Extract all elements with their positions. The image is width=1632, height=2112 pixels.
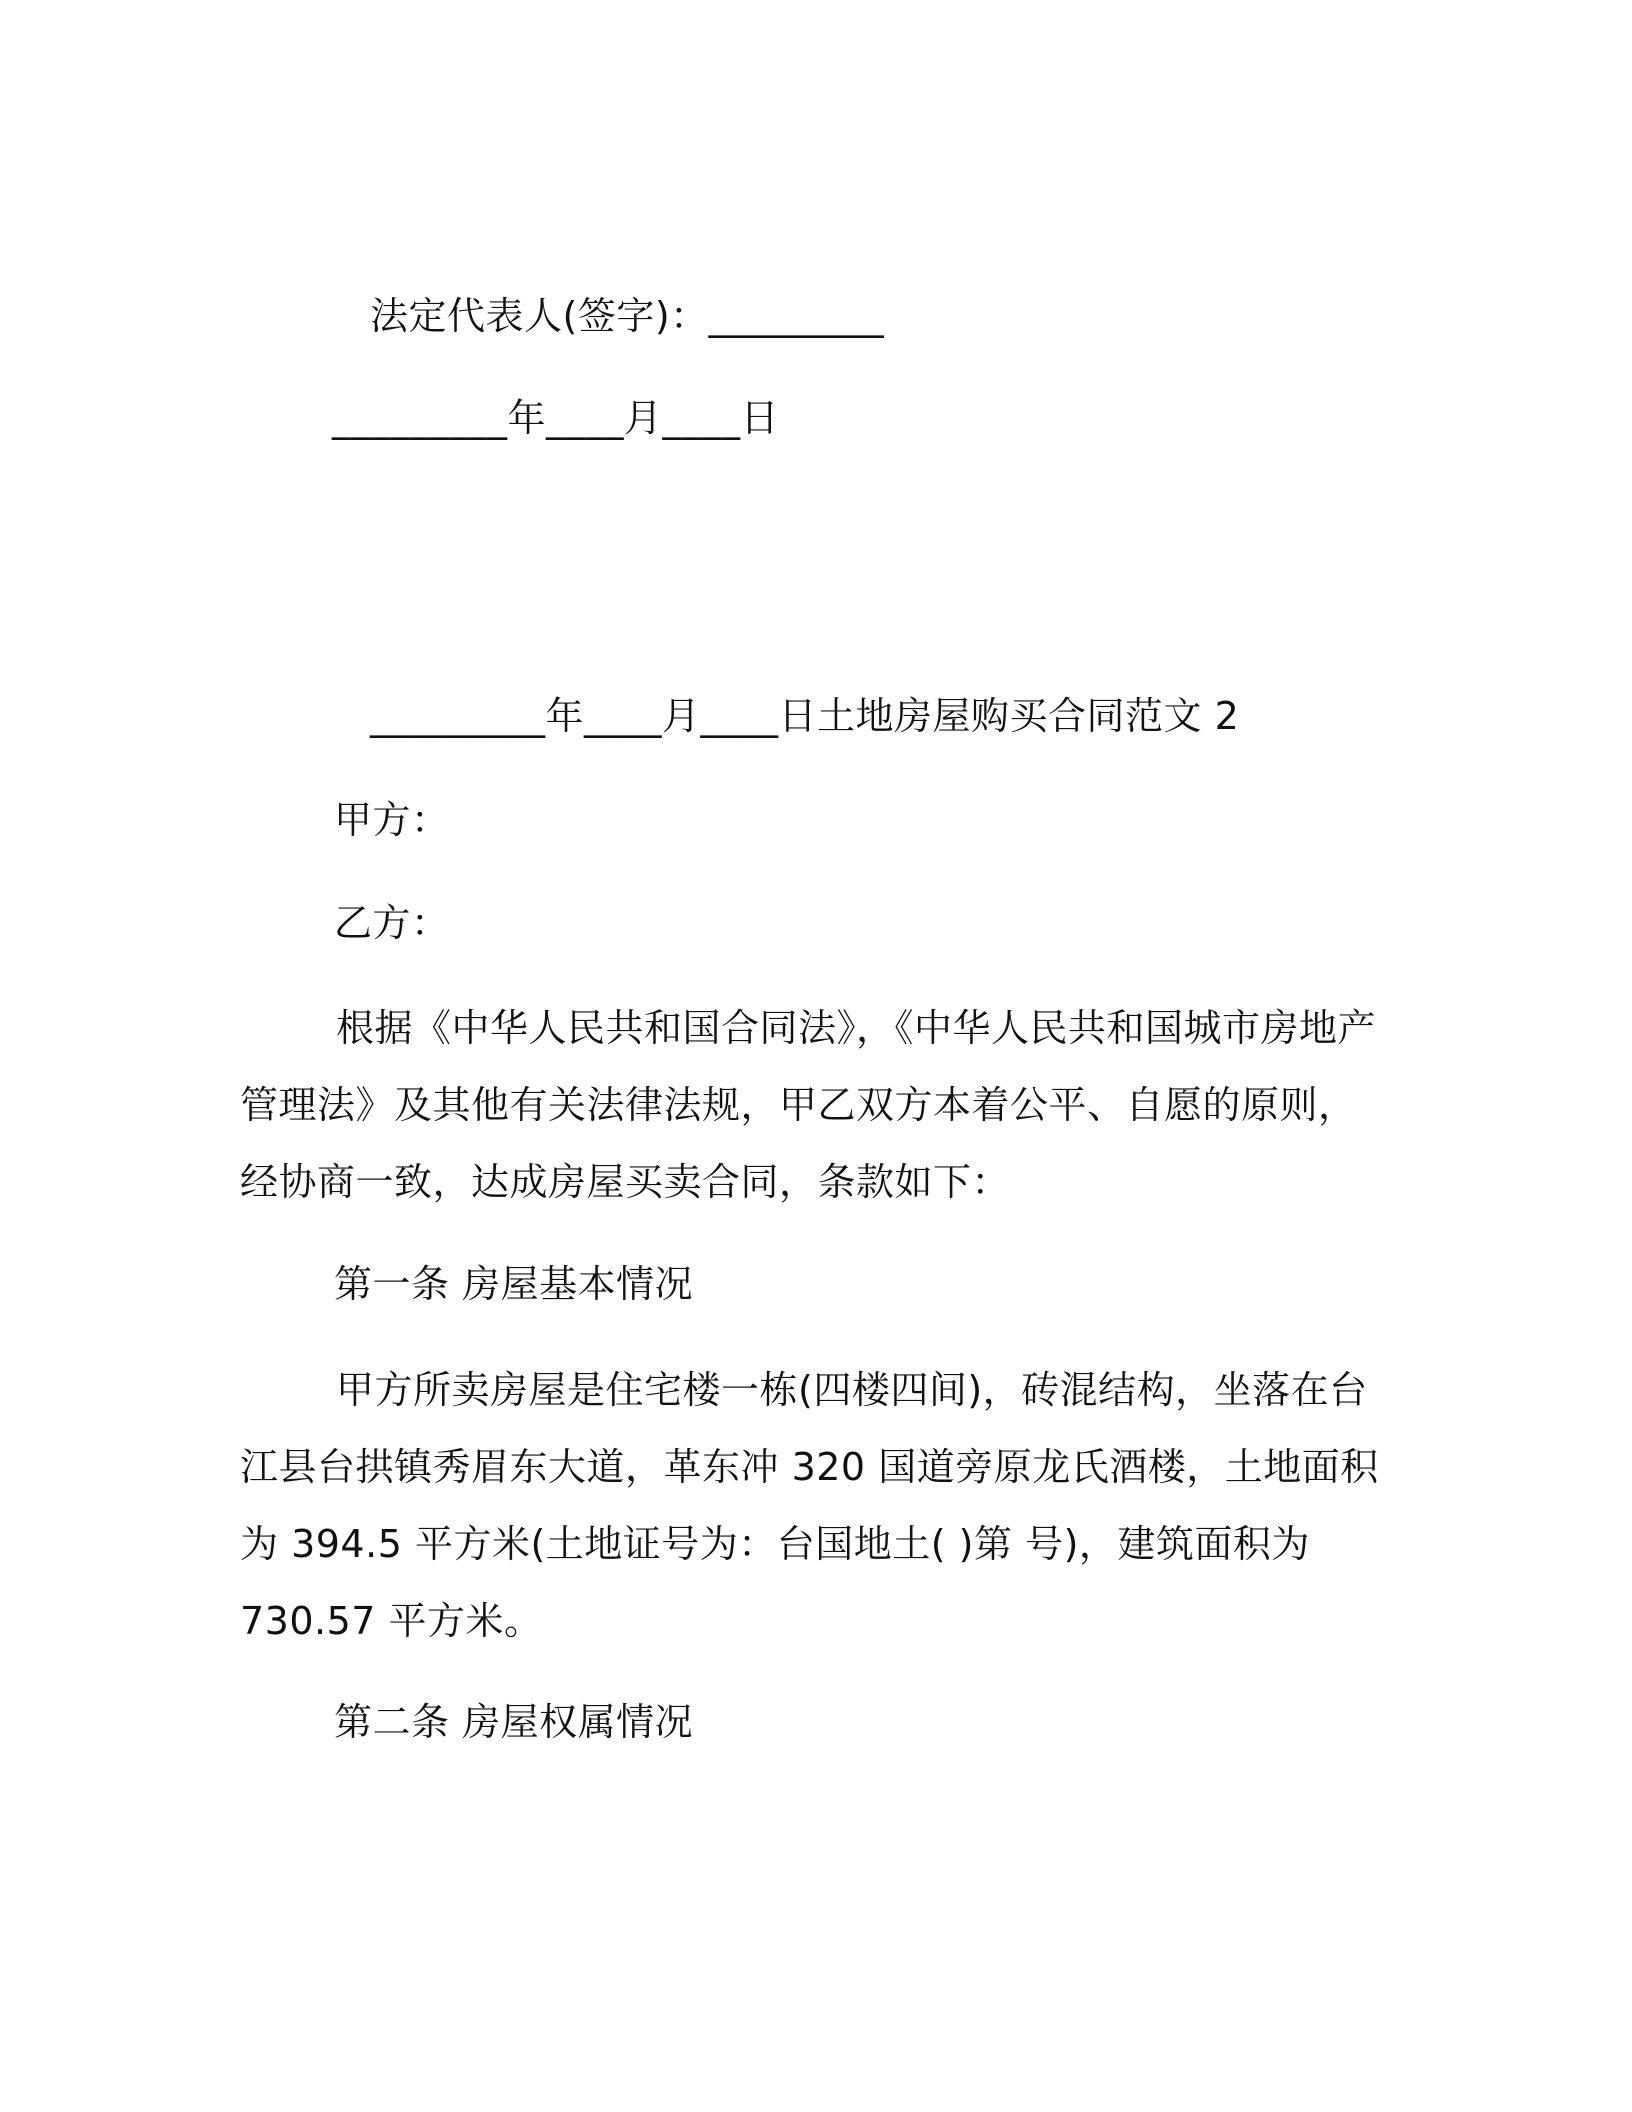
preamble-paragraph: 根据《中华人民共和国合同法》，《中华人民共和国城市房地产管理法》及其他有关法律法规，甲乙双方本着公平、自愿的原则，经协商一致，达成房屋买卖合同，条款如下： (240, 1006, 1377, 1204)
article-1-body: 甲方所卖房屋是住宅楼一栋(四楼四间)，砖混结构，坐落在台江县台拱镇秀眉东大道，革东冲 320 国道旁原龙氏酒楼，土地面积为 394.5 平方米(土地证号为：台国地土( )第 号)，建筑面积为 730.57 平方米。 (240, 1368, 1379, 1643)
party-a-label: 甲方： (334, 798, 450, 842)
contract-title: _________年____月____日土地房屋购买合同范文 2 (370, 694, 1240, 738)
article-1-heading: 第一条 房屋基本情况 (334, 1262, 694, 1306)
article-2-heading: 第二条 房屋权属情况 (334, 1700, 694, 1744)
party-b-label: 乙方： (334, 901, 450, 945)
signature-date-line: _________年____月____日 (332, 396, 780, 440)
legal-representative-signature: 法定代表人(签字)：_________ (370, 294, 885, 338)
